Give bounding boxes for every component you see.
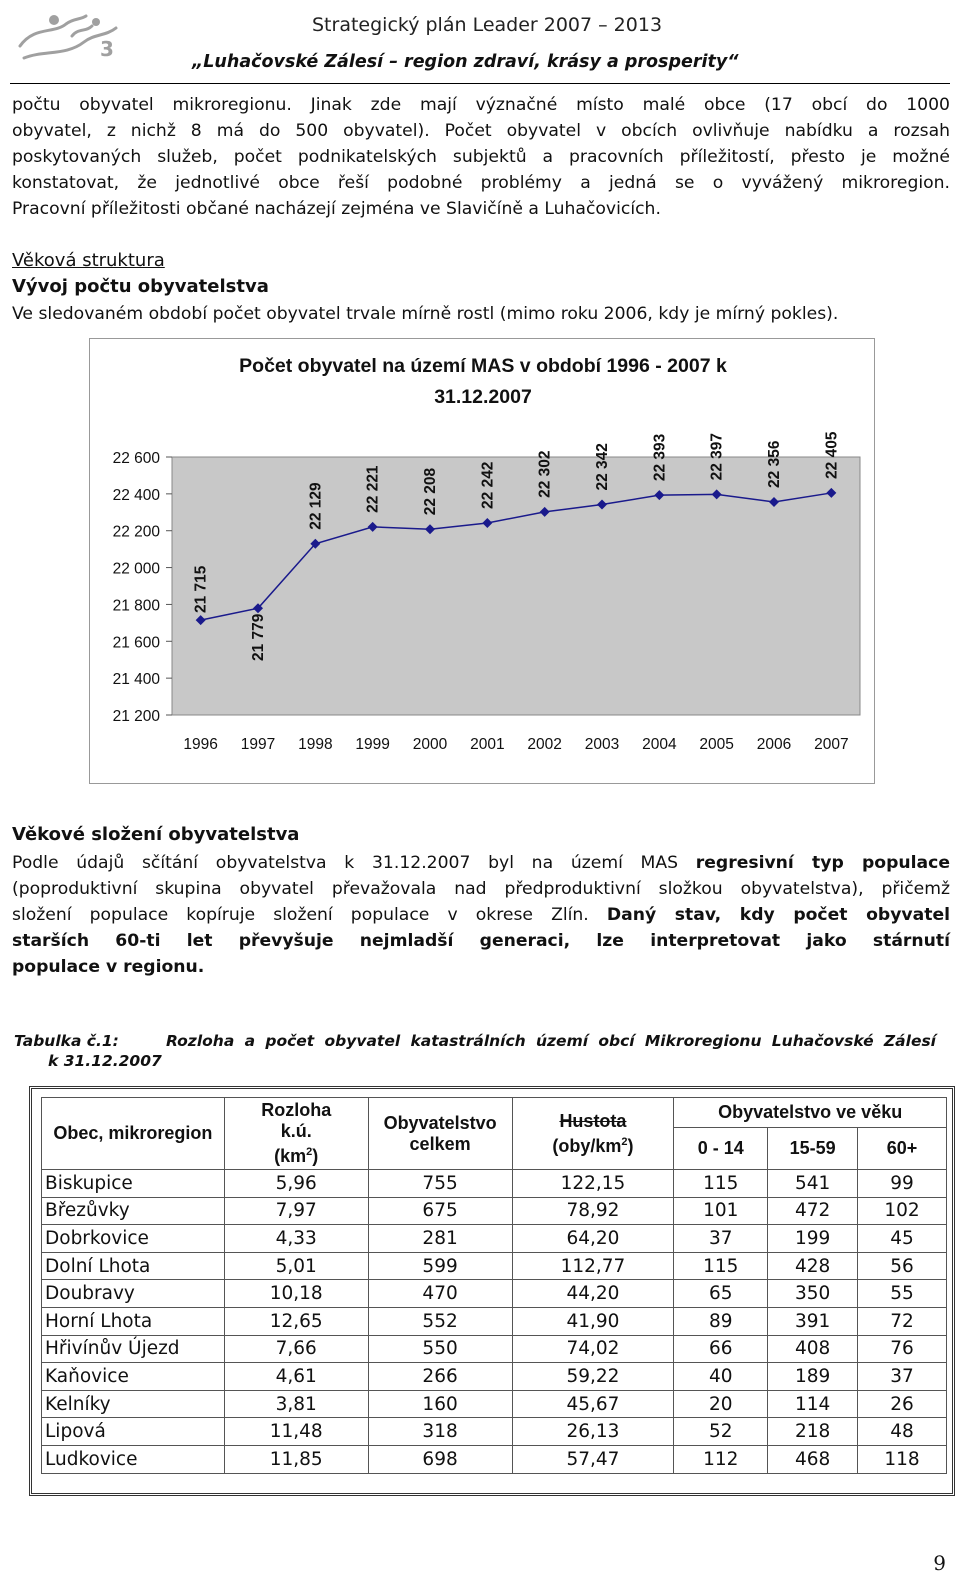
table-row	[42, 1390, 947, 1418]
data-label: 22 393	[651, 433, 669, 482]
page-number: 9	[933, 1551, 946, 1575]
data-label: 22 242	[479, 461, 497, 509]
cell-c: 99	[858, 1170, 947, 1198]
paragraph-line	[12, 902, 950, 928]
cell-pop: 266	[368, 1363, 512, 1391]
x-tick-label: 1996	[183, 736, 218, 753]
chart-plot-svg	[1, 1, 960, 801]
x-tick-label: 1997	[240, 736, 276, 753]
x-tick-label: 2002	[527, 736, 562, 753]
header-vek-60: 60+	[858, 1128, 947, 1170]
y-tick-label: 21 800	[112, 597, 160, 615]
chart-title-line: 31.12.2007	[434, 386, 532, 408]
cell-c: 48	[858, 1418, 947, 1446]
cell-density: 112,77	[512, 1252, 674, 1280]
header-text: )	[627, 1135, 634, 1156]
cell-c: 56	[858, 1252, 947, 1280]
document-title: Strategický plán Leader 2007 – 2013	[312, 14, 663, 36]
header-obec: Obec, mikroregion	[42, 1098, 225, 1170]
header-text: celkem	[409, 1133, 471, 1154]
text-run-bold: Daný stav, kdy počet obyvatel	[606, 905, 950, 925]
cell-name: Lipová	[42, 1418, 225, 1446]
cell-name: Březůvky	[42, 1197, 225, 1225]
cell-c: 76	[858, 1335, 947, 1363]
table-row	[42, 1445, 947, 1473]
text-run: složení populace kopíruje složení populace v okrese Zlín.	[12, 905, 607, 925]
cell-c: 72	[858, 1307, 947, 1335]
header-text: Rozloha	[261, 1100, 332, 1120]
cell-pop: 470	[368, 1280, 512, 1308]
cell-c: 26	[858, 1390, 947, 1418]
text-run: (poproduktivní skupina obyvatel převažovala nad předproduktivní složkou obyvatelstva), přičemž	[12, 879, 950, 899]
x-tick-label: 2000	[412, 736, 448, 753]
data-label: 22 342	[594, 443, 611, 491]
x-tick-label: 2001	[470, 736, 505, 753]
cell-name: Hřivínův Újezd	[42, 1335, 225, 1363]
data-label: 22 208	[422, 467, 439, 516]
cell-name: Ludkovice	[42, 1445, 225, 1473]
table-row	[42, 1363, 947, 1391]
cell-pop: 318	[368, 1418, 512, 1446]
y-tick-label: 22 200	[112, 523, 160, 541]
table-row	[42, 1170, 947, 1198]
population-table	[41, 1097, 947, 1474]
cell-a: 115	[674, 1252, 768, 1280]
table-row	[42, 1335, 947, 1363]
header-text: (oby/km	[552, 1135, 622, 1156]
cell-area: 7,97	[224, 1197, 368, 1225]
x-tick-label: 1999	[355, 736, 390, 753]
cell-c: 45	[858, 1225, 947, 1253]
chart-intro-text: Ve sledovaném období počet obyvatel trvale mírně rostl (mimo roku 2006, kdy je mírný pokles).	[12, 304, 839, 324]
x-tick-label: 2006	[756, 736, 792, 753]
cell-area: 12,65	[224, 1307, 368, 1335]
header-text	[225, 1142, 368, 1167]
x-tick-label: 2005	[699, 736, 734, 753]
x-tick-label: 2007	[814, 736, 849, 753]
cell-pop: 698	[368, 1445, 512, 1473]
data-label: 22 221	[364, 465, 382, 513]
cell-area: 11,85	[224, 1445, 368, 1473]
cell-area: 4,33	[224, 1225, 368, 1253]
population-table-body	[42, 1170, 947, 1474]
header-obyvatelstvo	[368, 1098, 512, 1170]
y-tick-label: 22 400	[112, 486, 160, 504]
y-tick-label: 21 600	[112, 634, 160, 652]
paragraph-line	[12, 954, 950, 980]
cell-pop: 160	[368, 1390, 512, 1418]
table-row	[42, 1418, 947, 1446]
cell-c: 102	[858, 1197, 947, 1225]
cell-b: 391	[768, 1307, 858, 1335]
cell-a: 101	[674, 1197, 768, 1225]
cell-density: 41,90	[512, 1307, 674, 1335]
cell-b: 114	[768, 1390, 858, 1418]
cell-b: 408	[768, 1335, 858, 1363]
header-sup: 2	[621, 1135, 628, 1148]
header-vek-0-14: 0 - 14	[674, 1128, 768, 1170]
cell-b: 189	[768, 1363, 858, 1391]
x-tick-label: 2004	[642, 736, 677, 753]
table-caption-label: Tabulka č.1:	[14, 1032, 119, 1050]
data-label: 21 779	[250, 613, 267, 661]
x-tick-label: 1998	[298, 736, 333, 753]
cell-a: 112	[674, 1445, 768, 1473]
header-text: Obyvatelstvo	[383, 1112, 497, 1133]
table-caption-text: Rozloha a počet obyvatel katastrálních území obcí Mikroregionu Luhačovské Zálesí	[166, 1032, 936, 1050]
header-vek-15-59: 15-59	[768, 1128, 858, 1170]
cell-b: 218	[768, 1418, 858, 1446]
data-label: 21 715	[192, 565, 210, 613]
cell-a: 20	[674, 1390, 768, 1418]
header-vek: Obyvatelstvo ve věku	[674, 1098, 947, 1128]
y-tick-label: 21 400	[112, 671, 160, 689]
paragraph-line	[12, 850, 950, 876]
plot-area	[172, 457, 860, 715]
cell-b: 428	[768, 1252, 858, 1280]
cell-name: Biskupice	[42, 1170, 225, 1198]
chart-title-line: Počet obyvatel na území MAS v období 1996 - 2007 k	[239, 355, 727, 377]
cell-density: 59,22	[512, 1363, 674, 1391]
cell-pop: 675	[368, 1197, 512, 1225]
cell-area: 5,96	[224, 1170, 368, 1198]
data-label: 22 397	[708, 432, 726, 481]
cell-b: 472	[768, 1197, 858, 1225]
cell-a: 37	[674, 1225, 768, 1253]
cell-area: 7,66	[224, 1335, 368, 1363]
y-tick-label: 22 000	[112, 560, 160, 578]
table-row	[42, 1225, 947, 1253]
cell-pop: 552	[368, 1307, 512, 1335]
population-chart	[89, 338, 875, 784]
cell-density: 57,47	[512, 1445, 674, 1473]
cell-b: 468	[768, 1445, 858, 1473]
data-label: 22 302	[536, 450, 554, 498]
cell-c: 55	[858, 1280, 947, 1308]
cell-a: 40	[674, 1363, 768, 1391]
header-hustota	[512, 1098, 674, 1170]
header-sup: 2	[306, 1146, 313, 1158]
header-text: )	[312, 1146, 319, 1166]
cell-area: 11,48	[224, 1418, 368, 1446]
header-text: (km	[274, 1146, 307, 1166]
paragraph-line: Pracovní příležitosti občané nacházejí zejména ve Slavičíně a Luhačovicích.	[12, 199, 661, 219]
cell-pop: 281	[368, 1225, 512, 1253]
data-label: 22 356	[766, 440, 783, 488]
table-row	[42, 1252, 947, 1280]
section-heading-population-trend: Vývoj počtu obyvatelstva	[12, 276, 269, 297]
cell-c: 37	[858, 1363, 947, 1391]
cell-density: 45,67	[512, 1390, 674, 1418]
text-run-bold: populace v regionu.	[12, 957, 205, 977]
cell-pop: 599	[368, 1252, 512, 1280]
cell-pop: 550	[368, 1335, 512, 1363]
cell-area: 10,18	[224, 1280, 368, 1308]
cell-name: Kelníky	[42, 1390, 225, 1418]
table-row	[42, 1197, 947, 1225]
cell-name: Kaňovice	[42, 1363, 225, 1391]
paragraph-line: obyvatel, z nichž 8 má do 500 obyvatel). Počet obyvatel v obcích ovlivňuje nabídku a rozsah	[12, 121, 950, 141]
paragraph-line	[12, 928, 950, 954]
cell-name: Dolní Lhota	[42, 1252, 225, 1280]
section-heading-age-structure: Věková struktura	[12, 250, 165, 271]
paragraph-line: poskytovaných služeb, počet podnikatelských subjektů a pracovních příležitostí, přesto je možné	[12, 147, 950, 167]
paragraph-line	[12, 876, 950, 902]
header-rozloha	[224, 1098, 368, 1170]
data-label: 22 405	[823, 431, 841, 479]
table-row	[42, 1307, 947, 1335]
cell-a: 89	[674, 1307, 768, 1335]
header-text	[513, 1132, 674, 1157]
text-run-bold: starších 60-ti let převyšuje nejmladší generaci, lze interpretovat jako stárnutí	[12, 931, 950, 951]
table-caption-date: k 31.12.2007	[48, 1052, 162, 1070]
document-subtitle: „Luhačovské Zálesí – region zdraví, krásy a prosperity“	[192, 52, 739, 72]
text-run-bold: regresivní typ populace	[695, 853, 950, 873]
cell-density: 78,92	[512, 1197, 674, 1225]
table-row	[42, 1280, 947, 1308]
cell-density: 64,20	[512, 1225, 674, 1253]
text-run: Podle údajů sčítání obyvatelstva k 31.12.2007 byl na území MAS	[12, 853, 696, 873]
population-table-frame	[29, 1086, 955, 1496]
header-text: Hustota	[559, 1110, 627, 1131]
cell-density: 44,20	[512, 1280, 674, 1308]
y-tick-label: 22 600	[112, 450, 160, 467]
cell-area: 3,81	[224, 1390, 368, 1418]
cell-area: 4,61	[224, 1363, 368, 1391]
cell-c: 118	[858, 1445, 947, 1473]
data-label: 22 129	[307, 482, 325, 530]
cell-pop: 755	[368, 1170, 512, 1198]
cell-a: 66	[674, 1335, 768, 1363]
age-composition-paragraph	[12, 850, 950, 980]
cell-name: Horní Lhota	[42, 1307, 225, 1335]
cell-a: 65	[674, 1280, 768, 1308]
cell-b: 350	[768, 1280, 858, 1308]
cell-a: 52	[674, 1418, 768, 1446]
cell-area: 5,01	[224, 1252, 368, 1280]
cell-density: 74,02	[512, 1335, 674, 1363]
paragraph-line: počtu obyvatel mikroregionu. Jinak zde mají význačné místo malé obce (17 obcí do 1000	[12, 95, 950, 115]
cell-density: 122,15	[512, 1170, 674, 1198]
section-heading-age-composition: Věkové složení obyvatelstva	[12, 824, 300, 845]
cell-name: Dobrkovice	[42, 1225, 225, 1253]
x-tick-label: 2003	[584, 736, 620, 753]
cell-name: Doubravy	[42, 1280, 225, 1308]
svg-text:3: 3	[100, 37, 114, 61]
paragraph-line: konstatovat, že jednotlivé obce řeší podobné problémy a jedná se o vyvážený mikroregion.	[12, 173, 950, 193]
cell-b: 541	[768, 1170, 858, 1198]
cell-a: 115	[674, 1170, 768, 1198]
cell-b: 199	[768, 1225, 858, 1253]
y-tick-label: 21 200	[112, 708, 160, 725]
header-text: k.ú.	[280, 1121, 312, 1141]
cell-density: 26,13	[512, 1418, 674, 1446]
